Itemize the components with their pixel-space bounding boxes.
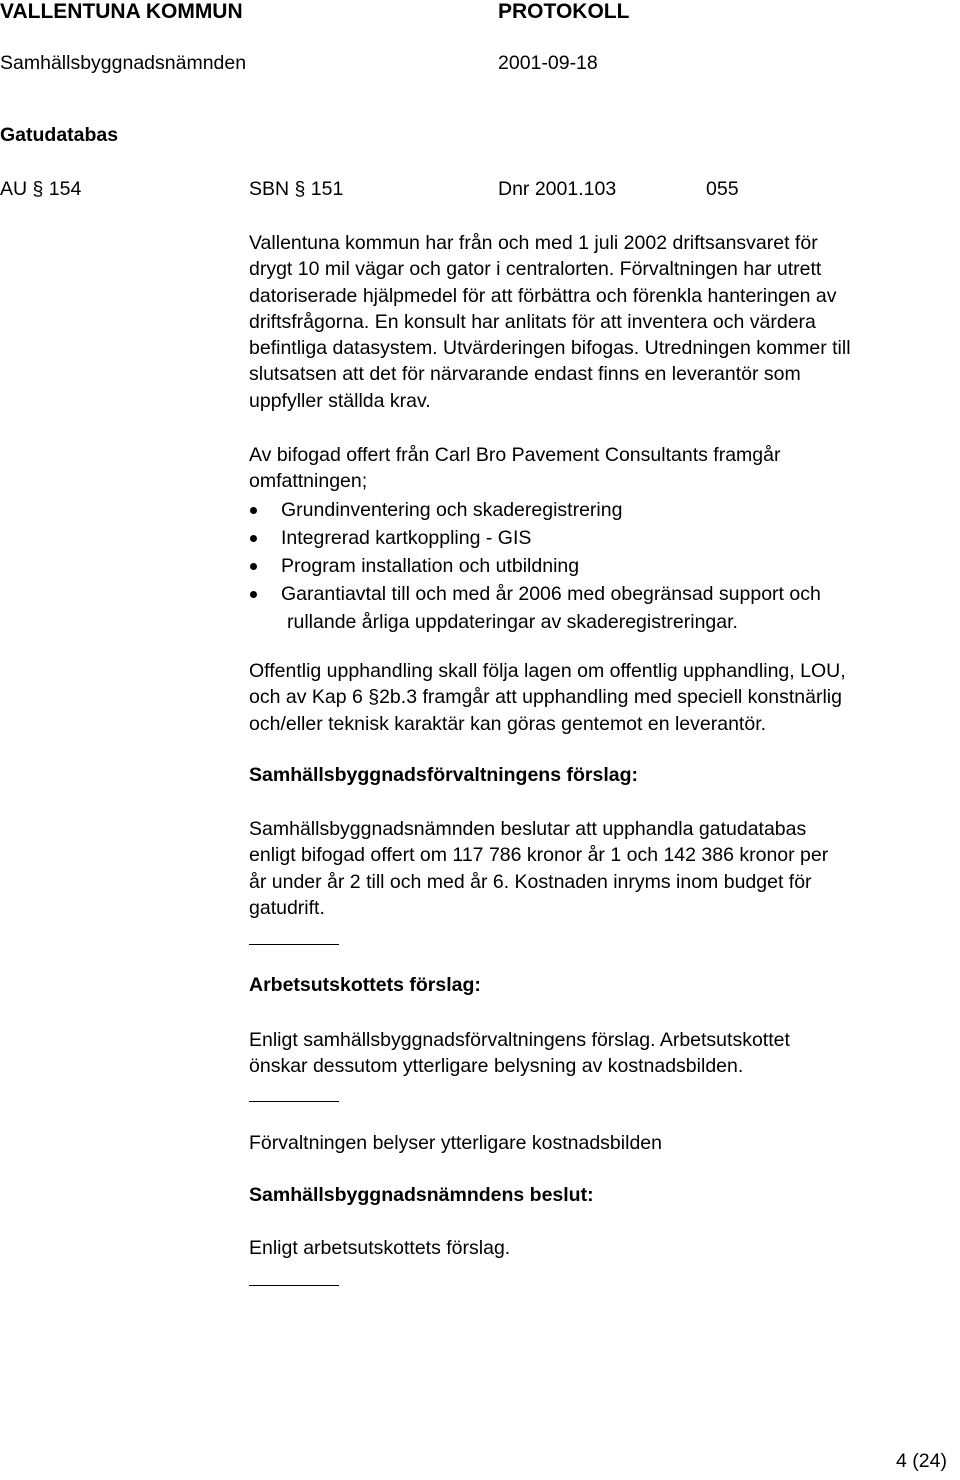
separator-line	[249, 944, 339, 945]
text-line: gatudrift.	[249, 896, 325, 919]
separator-line	[249, 1285, 339, 1286]
bullet-icon	[250, 507, 257, 514]
section-body-proposal	[249, 816, 959, 921]
text-line: uppfyller ställda krav.	[249, 389, 431, 412]
text-line: driftsfrågorna. En konsult har anlitats för att inventera och värdera	[249, 310, 816, 333]
ref-dnr: Dnr 2001.103	[498, 178, 617, 200]
text-line: år under år 2 till och med år 6. Kostnaden inryms inom budget för	[249, 870, 812, 893]
bullet-icon	[250, 591, 257, 598]
separator-line	[249, 1101, 339, 1102]
text-line: och av Kap 6 §2b.3 framgår att upphandling med speciell konstnärlig	[249, 686, 842, 709]
ref-code: 055	[706, 178, 739, 200]
text-line: Enligt samhällsbyggnadsförvaltningens förslag. Arbetsutskottet	[249, 1029, 790, 1051]
list-item: Program installation och utbildning	[249, 552, 821, 580]
page-title: Gatudatabas	[0, 124, 119, 146]
text-line: Samhällsbyggnadsnämnden beslutar att upphandla gatudatabas	[249, 818, 807, 840]
text-line: omfattningen;	[249, 470, 368, 493]
text-line: slutsatsen att det för närvarande endast finns en leverantör som	[249, 363, 801, 386]
text-line: Av bifogad offert från Carl Bro Pavement Consultants framgår	[249, 444, 781, 466]
text-line: datoriserade hjälpmedel för att förbättra och förenkla hanteringen av	[249, 284, 837, 307]
paragraph-offer	[249, 442, 959, 495]
offer-scope-list	[249, 496, 821, 636]
section-heading-proposal: Samhällsbyggnadsförvaltningens förslag:	[249, 764, 638, 786]
text-line: drygt 10 mil vägar och gator i centralorten. Förvaltningen har utrett	[249, 258, 822, 281]
page-number: 4 (24)	[896, 1450, 947, 1472]
bullet-icon	[250, 535, 257, 542]
meeting-date: 2001-09-18	[498, 52, 598, 74]
text-line: önskar dessutom ytterligare belysning av kostnadsbilden.	[249, 1055, 744, 1078]
ref-sbn: SBN § 151	[249, 178, 344, 200]
paragraph-intro	[249, 230, 959, 414]
text-line: Offentlig upphandling skall följa lagen om offentlig upphandling, LOU,	[249, 660, 846, 682]
section-heading-decision: Samhällsbyggnadsnämndens beslut:	[249, 1184, 594, 1206]
paragraph-procurement	[249, 658, 959, 737]
section-heading-committee: Arbetsutskottets förslag:	[249, 974, 481, 996]
text-line: Vallentuna kommun har från och med 1 juli 2002 driftsansvaret för	[249, 232, 818, 254]
document-type: PROTOKOLL	[498, 0, 630, 23]
ref-au: AU § 154	[0, 178, 82, 200]
list-item: Garantiavtal till och med år 2006 med obegränsad support och	[249, 580, 821, 608]
section-body-committee	[249, 1027, 959, 1080]
list-item-continuation: rullande årliga uppdateringar av skaderegistreringar.	[287, 611, 738, 633]
text-line: och/eller teknisk karaktär kan göras gentemot en leverantör.	[249, 712, 767, 735]
note-text: Förvaltningen belyser ytterligare kostnadsbilden	[249, 1132, 662, 1154]
bullet-icon	[250, 563, 257, 570]
organization-name: VALLENTUNA KOMMUN	[0, 0, 243, 23]
text-line: befintliga datasystem. Utvärderingen bifogas. Utredningen kommer till	[249, 337, 851, 360]
committee-name: Samhällsbyggnadsnämnden	[0, 52, 247, 74]
list-item: Integrerad kartkoppling - GIS	[249, 524, 821, 552]
text-line: enligt bifogad offert om 117 786 kronor år 1 och 142 386 kronor per	[249, 844, 829, 867]
decision-text: Enligt arbetsutskottets förslag.	[249, 1237, 511, 1259]
list-item: Grundinventering och skaderegistrering	[249, 496, 821, 524]
